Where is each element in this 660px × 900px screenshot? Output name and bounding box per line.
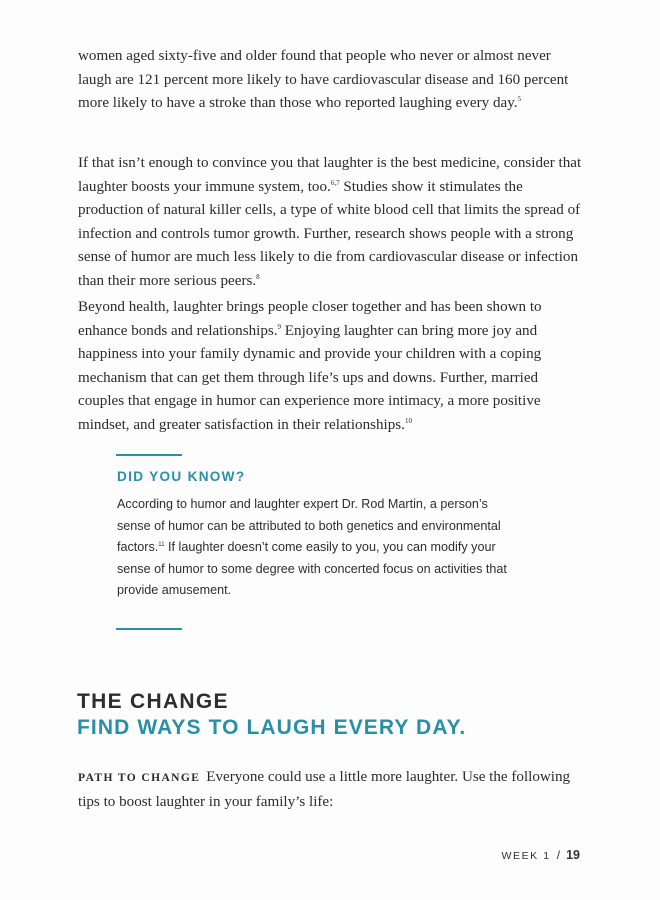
path-to-change-text: Everyone could use a little more laughter. Use the following tips to boost laughter in your family’s life: <box>78 769 571 810</box>
footnote-ref: 8 <box>256 272 260 281</box>
paragraph-text: women aged sixty-five and older found that people who never or almost never laugh are 121 percent more likely to have cardiovascular disease and 160 percent more likely to have a stroke than those who reported laughing every day. <box>78 48 569 112</box>
callout-title: DID YOU KNOW? <box>117 469 246 484</box>
footnote-ref: 6,7 <box>330 178 340 187</box>
page-number: 19 <box>566 848 580 862</box>
callout-bottom-divider <box>116 628 182 630</box>
paragraph-immune-system <box>78 152 586 294</box>
paragraph-text: If that isn’t enough to convince you that laughter is the best medicine, consider that laughter boosts your immune system, too. <box>78 155 582 195</box>
footnote-ref: 9 <box>277 322 282 331</box>
footnote-ref: 11 <box>158 542 165 548</box>
page-footer <box>470 846 580 864</box>
paragraph-text: Beyond health, laughter brings people closer together and has been shown to enhance bonds and relationships. <box>78 299 542 339</box>
callout-body <box>117 494 512 602</box>
path-to-change-label: PATH TO CHANGE <box>78 772 201 784</box>
callout-top-divider <box>116 454 182 456</box>
path-to-change-paragraph <box>78 766 588 814</box>
paragraph-text: Studies show it stimulates the production of natural killer cells, a type of white blood cell that limits the spread of infection and controls tumor growth. Further, research shows people with a strong sense of humor are much less likely to die from cardiovascular disease or infection than their more serious peers. <box>78 178 581 289</box>
paragraph-study-results <box>78 45 586 116</box>
paragraph-relationships <box>78 296 586 438</box>
week-label: WEEK 1 <box>501 850 551 862</box>
footnote-ref: 10 <box>404 416 412 425</box>
section-title: FIND WAYS TO LAUGH EVERY DAY. <box>77 716 467 739</box>
paragraph-text: Enjoying laughter can bring more joy and happiness into your family dynamic and provide your children with a coping mechanism that can get them through life’s ups and downs. Further, married couples that engage in humor can experience more intimacy, a more positive mindset, and greater satisfaction in their relationships. <box>78 322 542 433</box>
callout-text: According to humor and laughter expert Dr. Rod Martin, a person’s sense of humor can be attributed to both genetics and environmental factors. <box>117 497 501 554</box>
footer-separator: / <box>556 848 561 862</box>
section-label: THE CHANGE <box>77 690 229 713</box>
callout-text: If laughter doesn’t come easily to you, you can modify your sense of humor to some degree with concerted focus on activities that provide amusement. <box>117 540 507 597</box>
footnote-ref: 5 <box>517 95 522 104</box>
